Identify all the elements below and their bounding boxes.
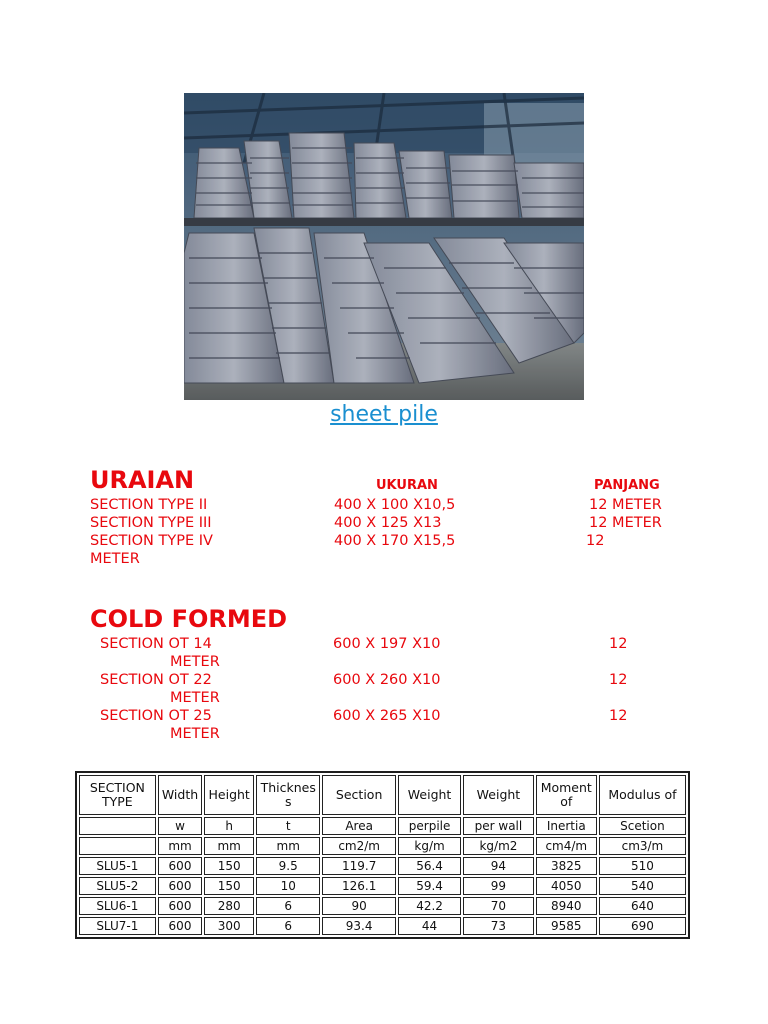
table-cell: 56.4 — [398, 857, 461, 875]
uraian-row-length: 12 METER — [589, 497, 662, 513]
table-cell: 93.4 — [322, 917, 396, 935]
table-cell: 59.4 — [398, 877, 461, 895]
table-cell: 6 — [256, 897, 320, 915]
table-cell: SLU5-1 — [79, 857, 156, 875]
table-cell: 6 — [256, 917, 320, 935]
cold-formed-row-label: SECTION OT 22 — [100, 672, 212, 688]
table-cell: 44 — [398, 917, 461, 935]
cold-formed-row-size: 600 X 197 X10 — [333, 636, 441, 652]
table-cell: 600 — [158, 897, 203, 915]
unit-cell: mm — [158, 837, 203, 855]
table-cell: 119.7 — [322, 857, 396, 875]
subheader-cell: Area — [322, 817, 396, 835]
cold-formed-row-length: 12 — [609, 672, 628, 688]
unit-cell: mm — [204, 837, 254, 855]
table-cell: SLU5-2 — [79, 877, 156, 895]
uraian-row-size: 400 X 100 X10,5 — [334, 497, 456, 513]
header-cell: SECTION TYPE — [79, 775, 156, 815]
table-cell: 73 — [463, 917, 534, 935]
table-header-row — [79, 775, 686, 815]
unit-cell: mm — [256, 837, 320, 855]
header-cell: Thicknes s — [256, 775, 320, 815]
uraian-row-length: 12 METER — [589, 515, 662, 531]
table-cell: 600 — [158, 877, 203, 895]
subheader-cell: Scetion — [599, 817, 686, 835]
cold-formed-row-length: 12 — [609, 636, 628, 652]
cold-formed-row-label: SECTION OT 14 — [100, 636, 212, 652]
cold-formed-row-wrap: METER — [170, 726, 220, 742]
unit-cell: kg/m2 — [463, 837, 534, 855]
spec-table — [77, 773, 688, 937]
subheader-cell: h — [204, 817, 254, 835]
subheader-cell — [79, 817, 156, 835]
header-cell: Height — [204, 775, 254, 815]
subheader-cell: t — [256, 817, 320, 835]
table-cell: 600 — [158, 917, 203, 935]
table-row — [79, 897, 686, 915]
uraian-row-size: 400 X 170 X15,5 — [334, 533, 456, 549]
cold-formed-heading: COLD FORMED — [90, 605, 288, 633]
table-cell: SLU6-1 — [79, 897, 156, 915]
table-cell: 70 — [463, 897, 534, 915]
unit-cell: kg/m — [398, 837, 461, 855]
table-cell: 90 — [322, 897, 396, 915]
uraian-row-label: SECTION TYPE III — [90, 515, 212, 531]
header-cell: Weight — [398, 775, 461, 815]
sheet-pile-illustration — [184, 93, 584, 400]
uraian-row-label: SECTION TYPE IV — [90, 533, 213, 549]
header-cell: Modulus of — [599, 775, 686, 815]
table-cell: 42.2 — [398, 897, 461, 915]
table-cell: 150 — [204, 877, 254, 895]
sheet-pile-photo — [184, 93, 584, 400]
table-cell: SLU7-1 — [79, 917, 156, 935]
table-cell: 94 — [463, 857, 534, 875]
table-cell: 640 — [599, 897, 686, 915]
header-cell: Moment of — [536, 775, 597, 815]
table-cell: 540 — [599, 877, 686, 895]
header-cell: Weight — [463, 775, 534, 815]
table-cell: 280 — [204, 897, 254, 915]
table-cell: 126.1 — [322, 877, 396, 895]
unit-cell — [79, 837, 156, 855]
ukuran-column-label: UKURAN — [376, 478, 438, 493]
table-cell: 150 — [204, 857, 254, 875]
uraian-heading: URAIAN — [90, 466, 195, 494]
table-cell: 3825 — [536, 857, 597, 875]
unit-cell: cm3/m — [599, 837, 686, 855]
table-cell: 10 — [256, 877, 320, 895]
table-cell: 300 — [204, 917, 254, 935]
table-row — [79, 857, 686, 875]
spec-table-frame — [75, 771, 690, 939]
unit-cell: cm4/m — [536, 837, 597, 855]
subheader-cell: Inertia — [536, 817, 597, 835]
table-cell: 99 — [463, 877, 534, 895]
uraian-row-length: 12 — [586, 533, 605, 549]
panjang-column-label: PANJANG — [594, 478, 660, 493]
table-cell: 600 — [158, 857, 203, 875]
table-row — [79, 917, 686, 935]
table-cell: 510 — [599, 857, 686, 875]
cold-formed-row-wrap: METER — [170, 690, 220, 706]
header-cell: Width — [158, 775, 203, 815]
subheader-cell: per wall — [463, 817, 534, 835]
table-cell: 690 — [599, 917, 686, 935]
table-cell: 4050 — [536, 877, 597, 895]
uraian-row-label: SECTION TYPE II — [90, 497, 208, 513]
unit-cell: cm2/m — [322, 837, 396, 855]
cold-formed-row-wrap: METER — [170, 654, 220, 670]
table-cell: 8940 — [536, 897, 597, 915]
table-unit-row — [79, 837, 686, 855]
table-subheader-row — [79, 817, 686, 835]
table-cell: 9585 — [536, 917, 597, 935]
table-cell: 9.5 — [256, 857, 320, 875]
cold-formed-row-size: 600 X 260 X10 — [333, 672, 441, 688]
cold-formed-row-length: 12 — [609, 708, 628, 724]
subheader-cell: perpile — [398, 817, 461, 835]
cold-formed-row-size: 600 X 265 X10 — [333, 708, 441, 724]
uraian-row-size: 400 X 125 X13 — [334, 515, 442, 531]
sheet-pile-link[interactable]: sheet pile — [330, 402, 438, 427]
header-cell: Section — [322, 775, 396, 815]
subheader-cell: w — [158, 817, 203, 835]
uraian-wrap-meter: METER — [90, 551, 140, 567]
cold-formed-row-label: SECTION OT 25 — [100, 708, 212, 724]
table-row — [79, 877, 686, 895]
